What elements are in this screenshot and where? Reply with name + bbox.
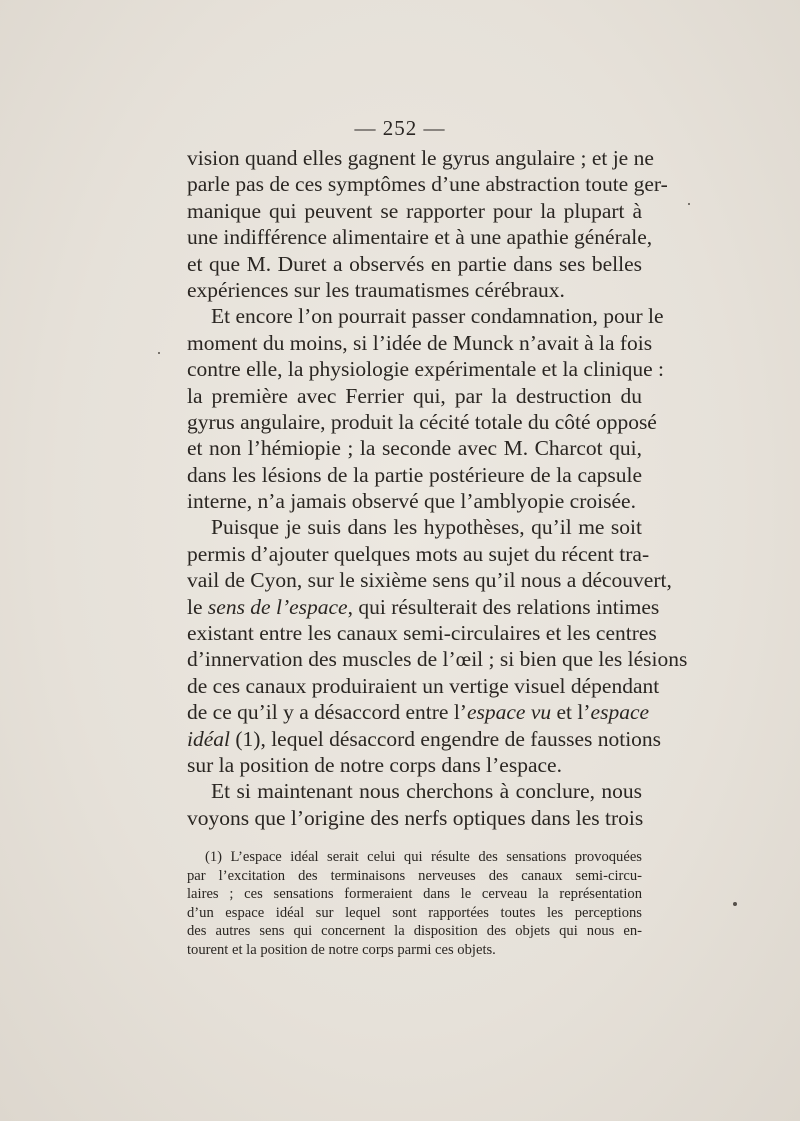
body-line: dans les lésions de la partie postérieure de la capsule	[187, 462, 642, 487]
body-line: Et encore l’on pourrait passer condamnation, pour le	[211, 304, 664, 329]
body-line: la première avec Ferrier qui, par la destruction du	[187, 383, 642, 408]
body-line: de ce qu’il y a désaccord entre l’espace vu et l’espace	[187, 700, 650, 725]
body-line: manique qui peuvent se rapporter pour la plupart à	[187, 198, 642, 223]
body-line: parle pas de ces symptômes d’une abstraction toute ger-	[187, 172, 668, 197]
page-number: — 252 —	[354, 116, 446, 140]
body-line: une indifférence alimentaire et à une apathie générale,	[187, 225, 653, 250]
body-line: Puisque je suis dans les hypothèses, qu’il me soit	[211, 515, 642, 540]
paper-speck	[688, 203, 690, 205]
footnote	[187, 848, 642, 960]
footnote-line: (1) L’espace idéal serait celui qui résulte des sensations provoquées	[205, 849, 642, 865]
body-line: vail de Cyon, sur le sixième sens qu’il nous a découvert,	[187, 568, 672, 593]
body-line: sur la position de notre corps dans l’espace.	[187, 752, 562, 777]
footnote-line: laires ; ces sensations formeraient dans le cerveau la représentation	[187, 886, 642, 903]
paper-speck	[733, 902, 737, 906]
footnote-line: d’un espace idéal sur lequel sont rapportées toutes les perceptions	[187, 904, 642, 921]
body-text	[187, 145, 688, 831]
footnote-line: tourent et la position de notre corps parmi ces objets.	[187, 941, 496, 958]
footnote-line: des autres sens qui concernent la disposition des objets qui nous en-	[187, 923, 642, 940]
body-line: voyons que l’origine des nerfs optiques dans les trois	[187, 805, 644, 830]
body-line: d’innervation des muscles de l’œil ; si bien que les lésions	[187, 647, 688, 672]
body-line: existant entre les canaux semi-circulaires et les centres	[187, 621, 657, 646]
paper-speck	[158, 352, 160, 354]
body-line: Et si maintenant nous cherchons à conclure, nous	[211, 779, 642, 804]
body-line: idéal (1), lequel désaccord engendre de fausses notions	[187, 726, 662, 751]
body-line: le sens de l’espace, qui résulterait des relations intimes	[187, 594, 660, 619]
body-line: expériences sur les traumatismes cérébraux.	[187, 277, 565, 302]
body-line: permis d’ajouter quelques mots au sujet du récent tra-	[187, 541, 650, 566]
footnote-line: par l’excitation des terminaisons nerveuses des canaux semi-circu-	[187, 867, 642, 884]
body-line: vision quand elles gagnent le gyrus angulaire ; et je ne	[187, 146, 654, 170]
body-line: moment du moins, si l’idée de Munck n’avait à la fois	[187, 330, 653, 355]
body-line: et que M. Duret a observés en partie dans ses belles	[187, 251, 642, 276]
body-line: contre elle, la physiologie expérimentale et la clinique :	[187, 357, 664, 382]
body-line: gyrus angulaire, produit la cécité totale du côté opposé	[187, 409, 657, 434]
body-line: de ces canaux produiraient un vertige visuel dépendant	[187, 673, 660, 698]
body-line: et non l’hémiopie ; la seconde avec M. Charcot qui,	[187, 436, 642, 461]
body-line: interne, n’a jamais observé que l’amblyopie croisée.	[187, 489, 636, 514]
